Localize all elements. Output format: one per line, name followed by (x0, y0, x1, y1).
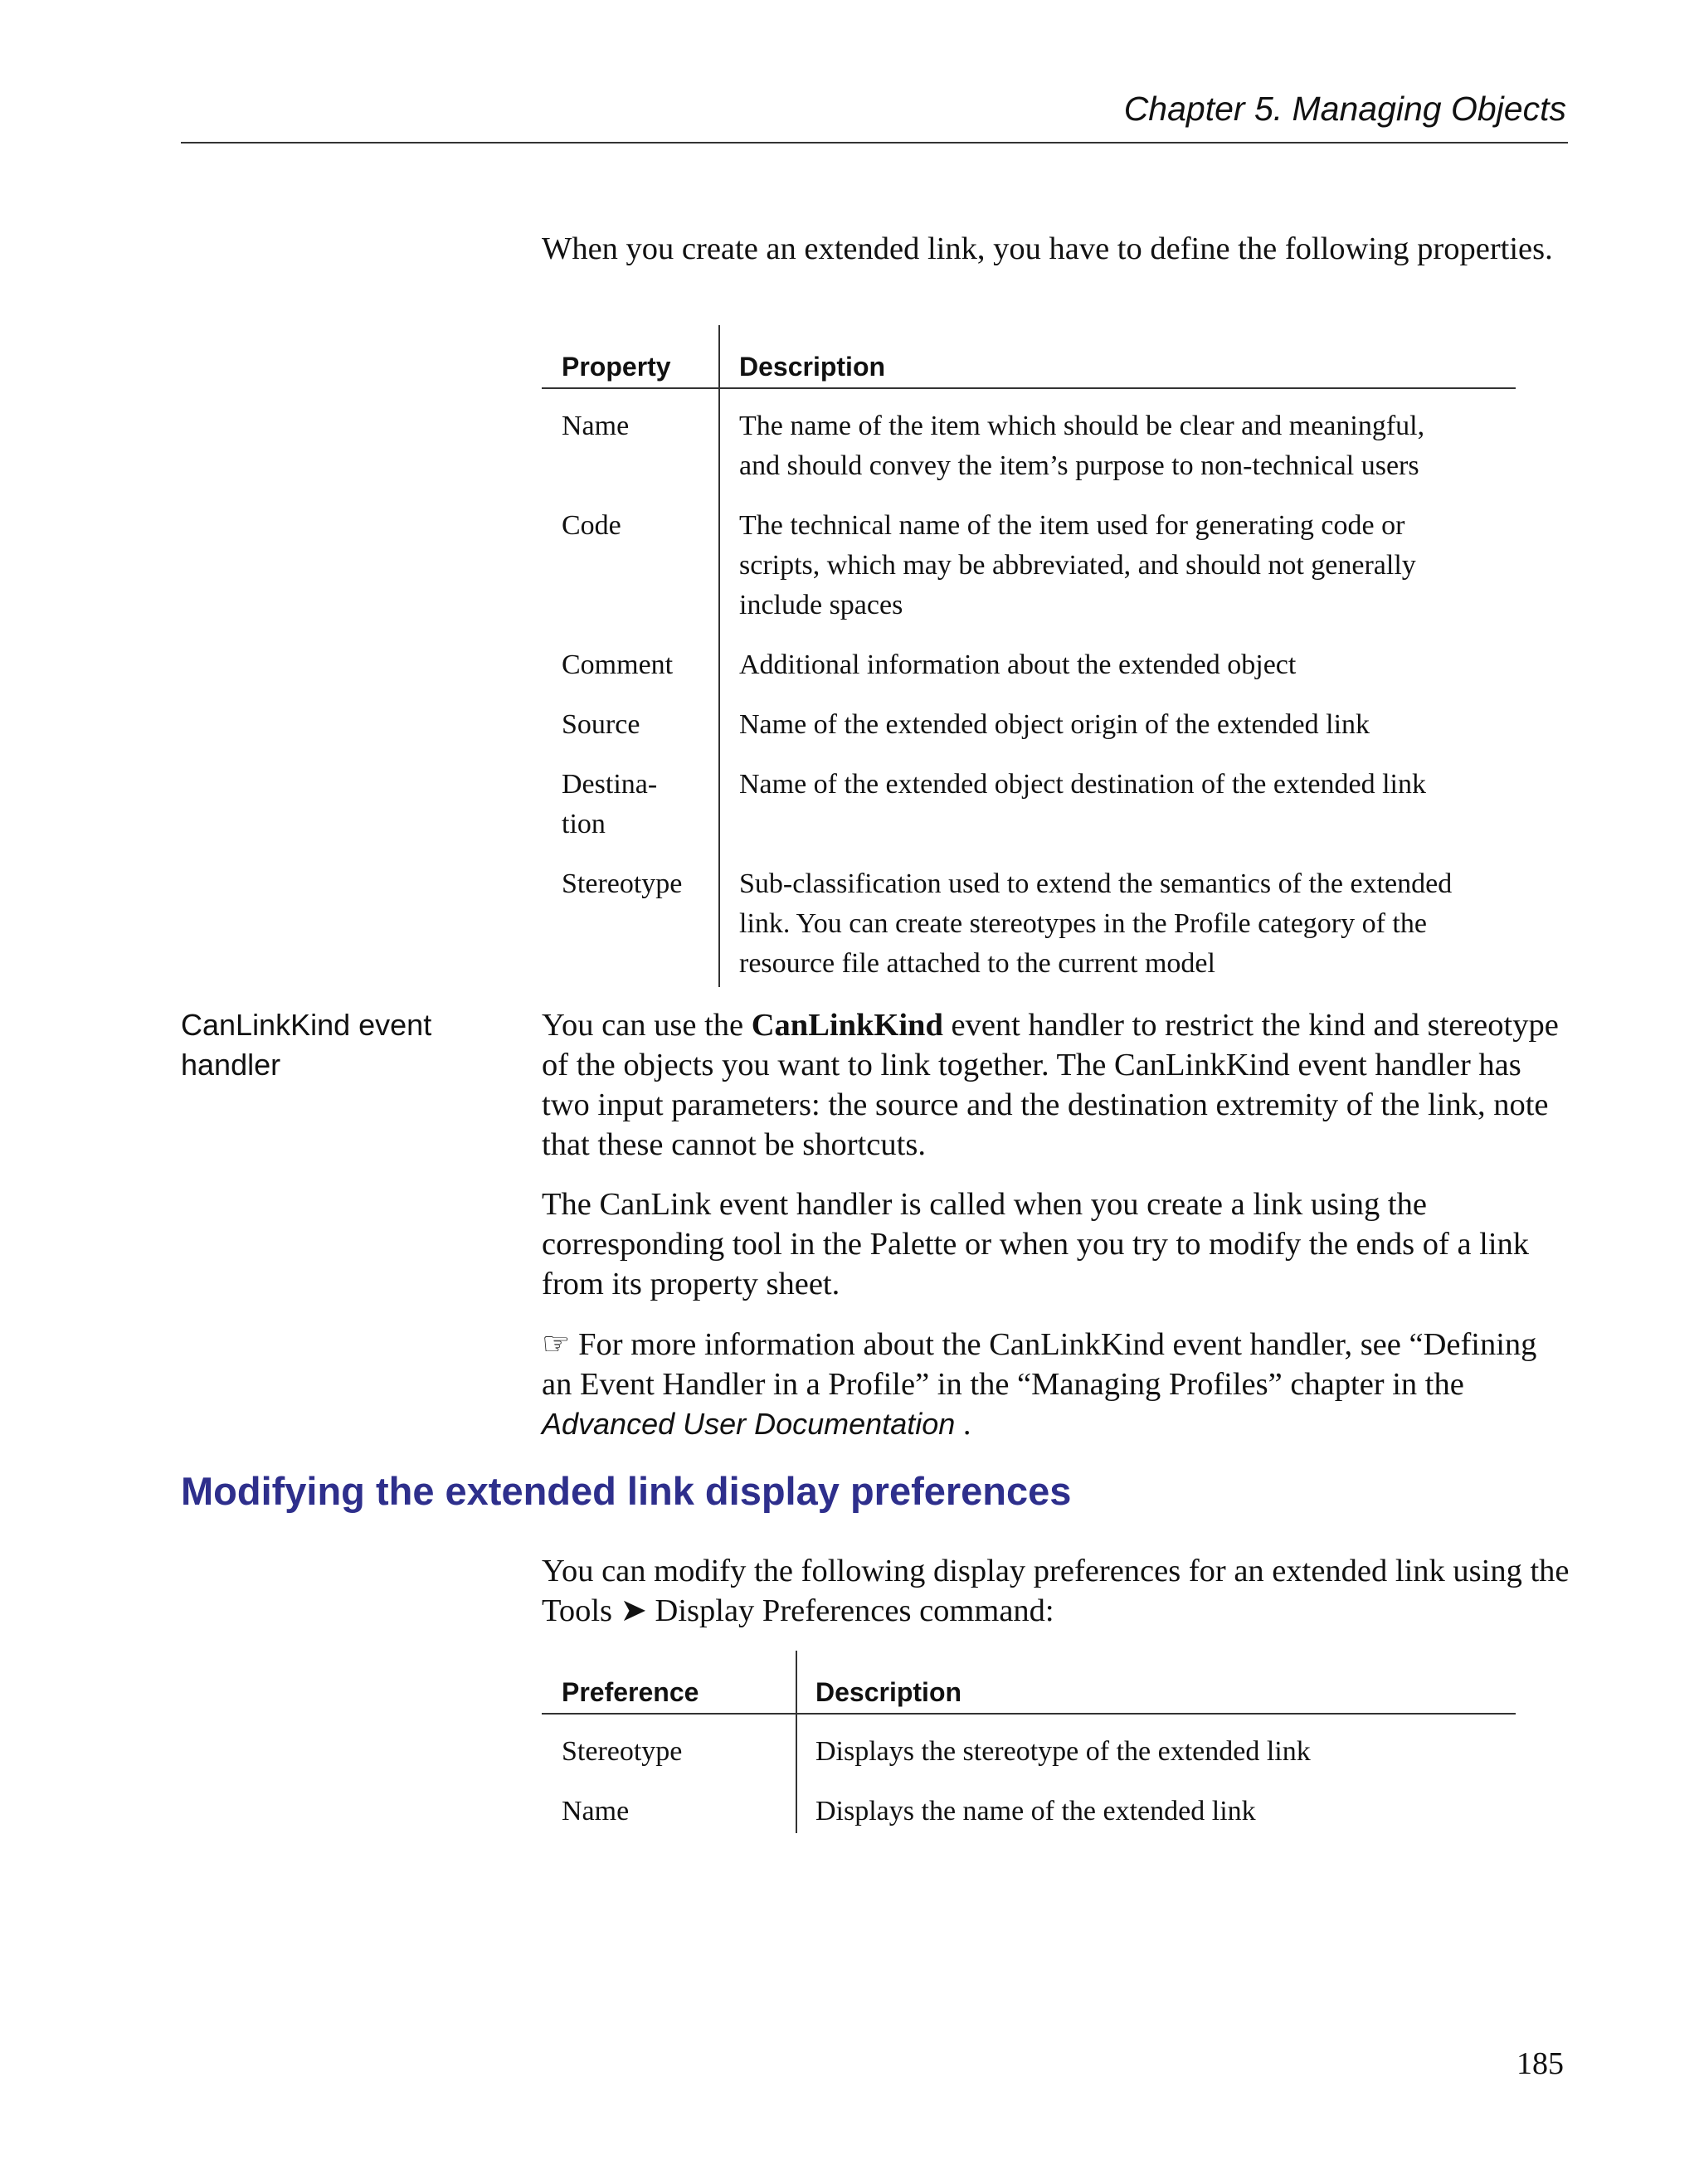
pointing-hand-icon: ☞ (542, 1327, 571, 1362)
description-line: link. You can create stereotypes in the Profile category of the (739, 908, 1427, 939)
table-row-source-description (739, 705, 1370, 745)
running-header: Chapter 5. Managing Objects (1123, 90, 1566, 128)
intro-paragraph: When you create an extended link, you have to define the following properties. (542, 231, 1553, 266)
table-row-stereotype-description (739, 864, 1452, 984)
description-line: The technical name of the item used for generating code or (739, 510, 1405, 541)
description-line: The name of the item which should be clear and meaningful, (739, 411, 1425, 441)
description-line: and should convey the item’s purpose to non-technical users (739, 450, 1419, 481)
table-row-destination-property (562, 765, 657, 844)
table-row-code-description (739, 506, 1416, 625)
margin-note (181, 1005, 496, 1085)
table-row-stereotype-preference: Stereotype (562, 1736, 683, 1767)
table-row-stereotype-property: Stereotype (562, 868, 683, 899)
preferences-table (542, 1651, 1516, 1835)
text-span: Display Preferences command: (646, 1593, 1054, 1628)
table-row-name-property: Name (562, 411, 630, 441)
description-line: Name of the extended object origin of the extended link (739, 709, 1370, 740)
table-row-name-description (739, 406, 1424, 486)
description-line: Name of the extended object destination of the extended link (739, 769, 1427, 800)
display-preferences-paragraph (542, 1551, 1570, 1631)
table-column-divider (796, 1651, 797, 1833)
text-span: For more information about the CanLinkKind event handler, see “Defining an Event Handler in a Profile” in the “Managing Profiles” chapter in the (542, 1327, 1537, 1402)
table-header-rule (542, 387, 1516, 389)
property-line: tion (562, 809, 606, 839)
text-span: . (955, 1407, 971, 1442)
canlinkkind-paragraph (542, 1005, 1570, 1165)
table-row-comment-property: Comment (562, 649, 674, 680)
description-line: scripts, which may be abbreviated, and should not generally (739, 550, 1416, 581)
canlink-paragraph: The CanLink event handler is called when you create a link using the corresponding tool in the Palette or when you try to modify the ends of a link from its property sheet. (542, 1187, 1530, 1301)
property-line: Destina- (562, 769, 658, 800)
table-column-divider (718, 325, 720, 987)
margin-note-line: handler (181, 1048, 281, 1082)
margin-note-line: CanLinkKind event (181, 1008, 432, 1042)
bold-term: CanLinkKind (751, 1008, 943, 1043)
description-line: resource file attached to the current model (739, 948, 1215, 979)
more-info-paragraph (542, 1325, 1570, 1444)
description-line: include spaces (739, 590, 903, 620)
table-row-stereotype-description: Displays the stereotype of the extended link (815, 1736, 1311, 1767)
text-span: You can modify the following display preferences for an extended link using the Tools (542, 1554, 1570, 1628)
menu-arrow-icon: ➤ (620, 1593, 647, 1628)
description-line: Sub-classification used to extend the semantics of the extended (739, 868, 1453, 899)
table-row-code-property: Code (562, 510, 621, 541)
description-line: Additional information about the extended object (739, 649, 1297, 680)
header-rule (181, 142, 1568, 143)
table-row-name-preference: Name (562, 1796, 630, 1826)
column-header-description: Description (739, 352, 886, 382)
section-heading: Modifying the extended link display preferences (181, 1469, 1072, 1513)
doc-title-reference: Advanced User Documentation (542, 1407, 956, 1441)
page-number: 185 (1516, 2046, 1564, 2081)
text-span: event handler to restrict the kind and stereotype of the objects you want to link together. The CanLinkKind event handler has two input parameters: the source and the destination extremity of the link, note that these cannot be shortcuts. (542, 1008, 1559, 1162)
table-row-destination-description (739, 765, 1426, 805)
table-row-comment-description (739, 645, 1296, 685)
table-row-source-property: Source (562, 709, 640, 740)
table-row-name-description: Displays the name of the extended link (815, 1796, 1256, 1826)
properties-table (542, 325, 1516, 989)
column-header-description: Description (815, 1677, 962, 1707)
table-header-rule (542, 1713, 1516, 1715)
column-header-property: Property (562, 352, 671, 382)
text-span: You can use the (542, 1008, 752, 1043)
column-header-preference: Preference (562, 1677, 699, 1707)
